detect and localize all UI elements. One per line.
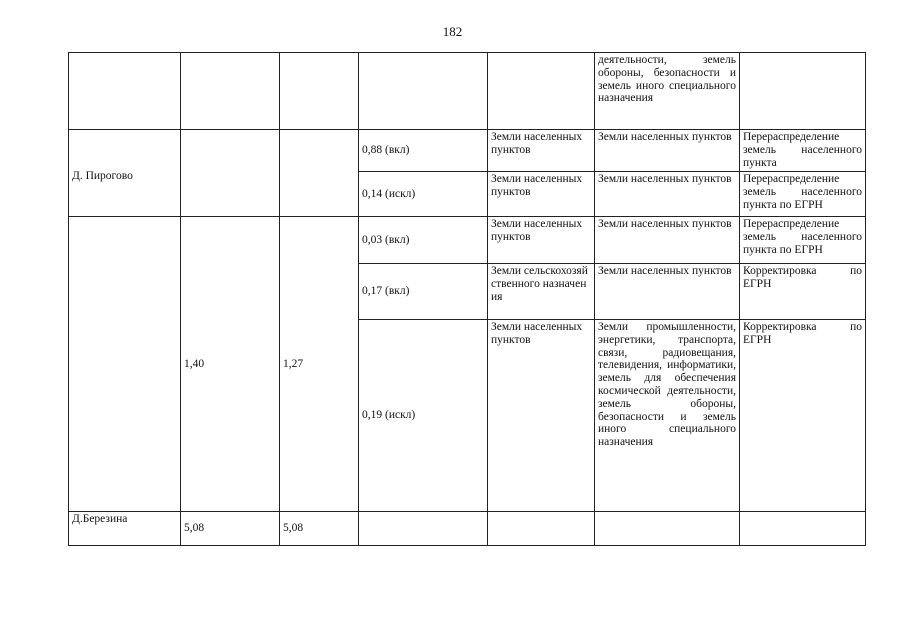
reason-cell-empty xyxy=(740,512,866,546)
table-row xyxy=(69,130,866,172)
new-category-cell: Земли населенных пунктов xyxy=(488,130,595,172)
reason-cell: Перераспределение земель населенного пункта по ЕГРН xyxy=(740,172,866,217)
reason-cell: Корректировка по ЕГРН xyxy=(740,320,866,512)
new-category-cell-empty xyxy=(488,512,595,546)
area-after-cell-upper xyxy=(280,130,359,217)
new-category-cell: Земли населенных пунктов xyxy=(488,172,595,217)
settlement-name-cell-empty xyxy=(69,53,181,130)
current-category-cell: Земли населенных пунктов xyxy=(595,217,740,264)
reason-cell: Корректировка по ЕГРН xyxy=(740,264,866,320)
table-row xyxy=(69,217,866,264)
new-category-cell: Земли населенных пунктов xyxy=(488,320,595,512)
area-change-cell: 0,14 (искл) xyxy=(359,172,488,217)
area-after-cell: 1,27 xyxy=(280,217,359,512)
area-change-cell xyxy=(359,53,488,130)
new-category-cell: Земли населенных пунктов xyxy=(488,217,595,264)
table-row xyxy=(69,512,866,546)
area-change-cell-empty xyxy=(359,512,488,546)
area-after-cell: 5,08 xyxy=(280,512,359,546)
settlement-name-cell-lower xyxy=(69,217,181,512)
settlement-name-cell xyxy=(69,130,181,217)
current-category-cell: Земли промышленности, энергетики, транспорта, связи, радиовещания, телевидения, информатики, земель для обеспечения космической деятельности, земель обороны, безопасности и земель иного специального назначения xyxy=(595,320,740,512)
land-balance-table xyxy=(68,52,866,546)
reason-cell: Перераспределение земель населенного пункта по ЕГРН xyxy=(740,217,866,264)
settlement-name: Д. Пирогово xyxy=(72,170,133,183)
area-before-cell-upper xyxy=(181,130,280,217)
area-before-cell: 5,08 xyxy=(181,512,280,546)
area-after-cell-empty xyxy=(280,53,359,130)
area-change-cell: 0,03 (вкл) xyxy=(359,217,488,264)
area-change-cell: 0,19 (искл) xyxy=(359,320,488,512)
current-category-cell: Земли населенных пунктов xyxy=(595,264,740,320)
reason-cell: Перераспределение земель населенного пункта xyxy=(740,130,866,172)
current-category-cell-empty xyxy=(595,512,740,546)
reason-cell xyxy=(740,53,866,130)
settlement-name-cell: Д.Березина xyxy=(69,512,181,546)
new-category-cell: Земли сельскохозяйственного назначения xyxy=(488,264,595,320)
area-change-cell: 0,88 (вкл) xyxy=(359,130,488,172)
area-change-cell: 0,17 (вкл) xyxy=(359,264,488,320)
area-before-cell-empty xyxy=(181,53,280,130)
current-category-cell: Земли населенных пунктов xyxy=(595,130,740,172)
page-number: 182 xyxy=(442,24,463,39)
current-category-cell: Земли населенных пунктов xyxy=(595,172,740,217)
table-row xyxy=(69,53,866,130)
area-before-cell: 1,40 xyxy=(181,217,280,512)
new-category-cell xyxy=(488,53,595,130)
current-category-cell: деятельности, земель обороны, безопасности и земель иного специального назначения xyxy=(595,53,740,130)
